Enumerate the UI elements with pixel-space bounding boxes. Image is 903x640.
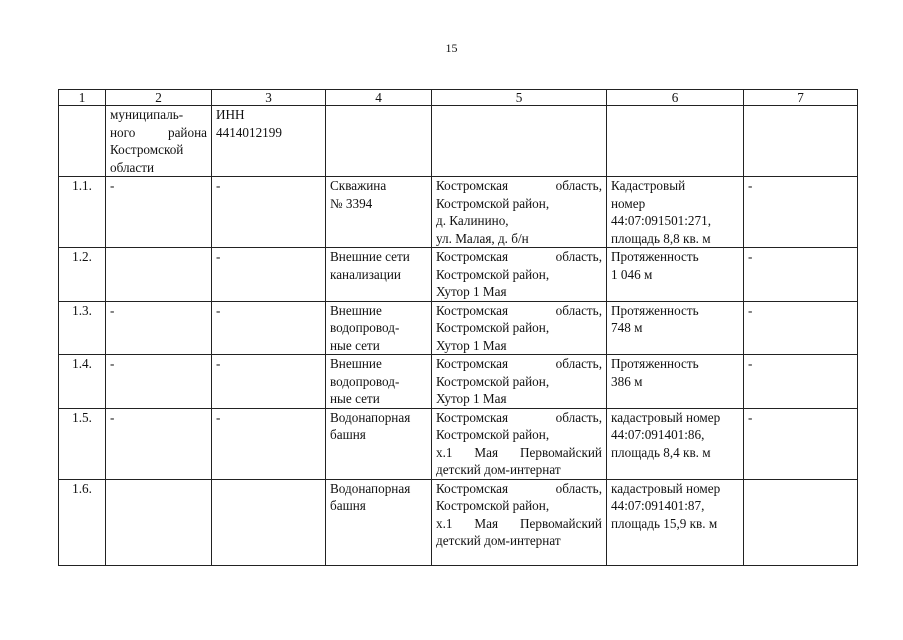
- column-header: 5: [432, 90, 607, 106]
- cell-line: Костромская область,: [436, 409, 602, 425]
- cell-line: Костромской район,: [436, 427, 550, 442]
- cell-line: 1 046 м: [611, 266, 653, 282]
- cell-line: 748 м: [611, 320, 643, 335]
- row-number: 1.3.: [59, 301, 106, 355]
- table-row: [59, 177, 858, 248]
- cell-line: ного района: [110, 124, 207, 140]
- cell-line: Скважина: [330, 178, 387, 193]
- column-header: 2: [106, 90, 212, 106]
- cell-line: области: [110, 159, 155, 175]
- cell-line: Костромская область,: [436, 356, 602, 371]
- table-cell: [212, 479, 326, 565]
- table-cell: [106, 106, 212, 177]
- cell-line: площадь 8,4 кв. м: [611, 444, 711, 460]
- cell-line: № 3394: [330, 195, 373, 211]
- cell-line: Хутор 1 Мая: [436, 337, 507, 353]
- cell-line: детский дом-интернат: [436, 533, 561, 548]
- table-cell: [106, 248, 212, 302]
- table-cell: [432, 408, 607, 479]
- table-cell: [432, 106, 607, 177]
- table-cell: -: [744, 355, 858, 409]
- cell-line: Водонапорная: [330, 480, 411, 496]
- table-cell: [607, 408, 744, 479]
- table-cell: [744, 479, 858, 565]
- row-number: 1.1.: [59, 177, 106, 248]
- cell-line: Костромской район,: [436, 373, 550, 389]
- cell-line: ные сети: [330, 391, 380, 406]
- table-cell: [212, 106, 326, 177]
- table-cell: [607, 106, 744, 177]
- cell-line: Протяженность: [611, 249, 699, 264]
- cell-line: площадь 8,8 кв. м: [611, 230, 711, 246]
- row-number: 1.6.: [59, 479, 106, 565]
- cell-line: 386 м: [611, 373, 643, 389]
- property-table: [58, 89, 858, 566]
- cell-line: Костромской район,: [436, 195, 550, 211]
- row-number: 1.2.: [59, 248, 106, 302]
- cell-line: 4414012199: [216, 124, 282, 140]
- cell-line: Костромской район,: [436, 266, 550, 282]
- cell-line: канализации: [330, 266, 401, 282]
- continuation-row: [59, 106, 858, 177]
- cell-line: Костромской район,: [436, 320, 550, 335]
- cell-line: ул. Малая, д. б/н: [436, 230, 529, 246]
- row-number: 1.4.: [59, 355, 106, 409]
- column-header: 6: [607, 90, 744, 106]
- cell-line: номер: [611, 195, 646, 211]
- table-cell: -: [106, 301, 212, 355]
- table-cell: -: [106, 355, 212, 409]
- table-cell: -: [744, 248, 858, 302]
- cell-line: кадастровый номер: [611, 409, 721, 425]
- table-cell: -: [212, 408, 326, 479]
- cell-line: Костромская область,: [436, 302, 602, 318]
- cell-line: Внешние сети: [330, 249, 410, 264]
- table-cell: [326, 248, 432, 302]
- cell-line: башня: [330, 427, 366, 442]
- table-cell: [326, 408, 432, 479]
- cell-line: Хутор 1 Мая: [436, 284, 507, 299]
- table-cell: -: [744, 408, 858, 479]
- column-header: 3: [212, 90, 326, 106]
- table-cell: [106, 479, 212, 565]
- cell-line: ИНН: [216, 107, 245, 122]
- cell-line: Костромской: [110, 142, 184, 157]
- cell-line: д. Калинино,: [436, 213, 509, 228]
- table-row: [59, 408, 858, 479]
- cell-line: водопровод-: [330, 320, 400, 335]
- table-cell: -: [212, 301, 326, 355]
- cell-line: муниципаль-: [110, 107, 184, 122]
- table-cell: [432, 248, 607, 302]
- cell-line: Внешние: [330, 356, 382, 371]
- table-cell: [607, 301, 744, 355]
- table-cell: [326, 106, 432, 177]
- table-cell: -: [212, 355, 326, 409]
- cell-line: 44:07:091401:87,: [611, 498, 705, 513]
- cell-line: х.1 Мая Первомайский: [436, 444, 602, 460]
- table-cell: [607, 248, 744, 302]
- cell-line: Кадастровый: [611, 178, 686, 193]
- cell-line: водопровод-: [330, 373, 400, 389]
- cell-line: Костромская область,: [436, 249, 602, 264]
- table-row: [59, 301, 858, 355]
- cell-line: башня: [330, 498, 366, 513]
- column-header: 4: [326, 90, 432, 106]
- table-cell: -: [106, 408, 212, 479]
- table-cell: [326, 479, 432, 565]
- table-cell: -: [744, 301, 858, 355]
- table-cell: [326, 301, 432, 355]
- cell-line: Внешние: [330, 302, 382, 318]
- cell-line: Протяженность: [611, 302, 699, 318]
- cell-line: кадастровый номер: [611, 480, 721, 496]
- table-cell: [607, 479, 744, 565]
- table-cell: [432, 355, 607, 409]
- cell-line: Костромской район,: [436, 498, 550, 513]
- cell-line: Хутор 1 Мая: [436, 391, 507, 406]
- table-cell: [326, 355, 432, 409]
- table-cell: [607, 177, 744, 248]
- cell-line: ные сети: [330, 337, 380, 353]
- table-cell: [326, 177, 432, 248]
- column-header: 1: [59, 90, 106, 106]
- cell-line: Костромская область,: [436, 480, 602, 496]
- table-cell: -: [744, 177, 858, 248]
- page-number: 15: [445, 41, 458, 55]
- cell-line: 44:07:091401:86,: [611, 427, 705, 442]
- table-cell: [607, 355, 744, 409]
- table-row: [59, 248, 858, 302]
- table-row: [59, 355, 858, 409]
- cell-line: Костромская область,: [436, 178, 602, 193]
- cell-line: площадь 15,9 кв. м: [611, 515, 718, 531]
- cell-line: Водонапорная: [330, 409, 411, 425]
- cell-line: Протяженность: [611, 356, 699, 371]
- table-row: [59, 479, 858, 565]
- column-header: 7: [744, 90, 858, 106]
- table-cell: [59, 106, 106, 177]
- cell-line: 44:07:091501:271,: [611, 213, 712, 228]
- table-cell: -: [106, 177, 212, 248]
- row-number: 1.5.: [59, 408, 106, 479]
- table-cell: [432, 301, 607, 355]
- table-header-row: [59, 90, 858, 106]
- table-cell: -: [212, 177, 326, 248]
- table-cell: [432, 479, 607, 565]
- table-cell: [744, 106, 858, 177]
- table-cell: [432, 177, 607, 248]
- table-cell: -: [212, 248, 326, 302]
- cell-line: х.1 Мая Первомайский: [436, 515, 602, 531]
- cell-line: детский дом-интернат: [436, 462, 561, 477]
